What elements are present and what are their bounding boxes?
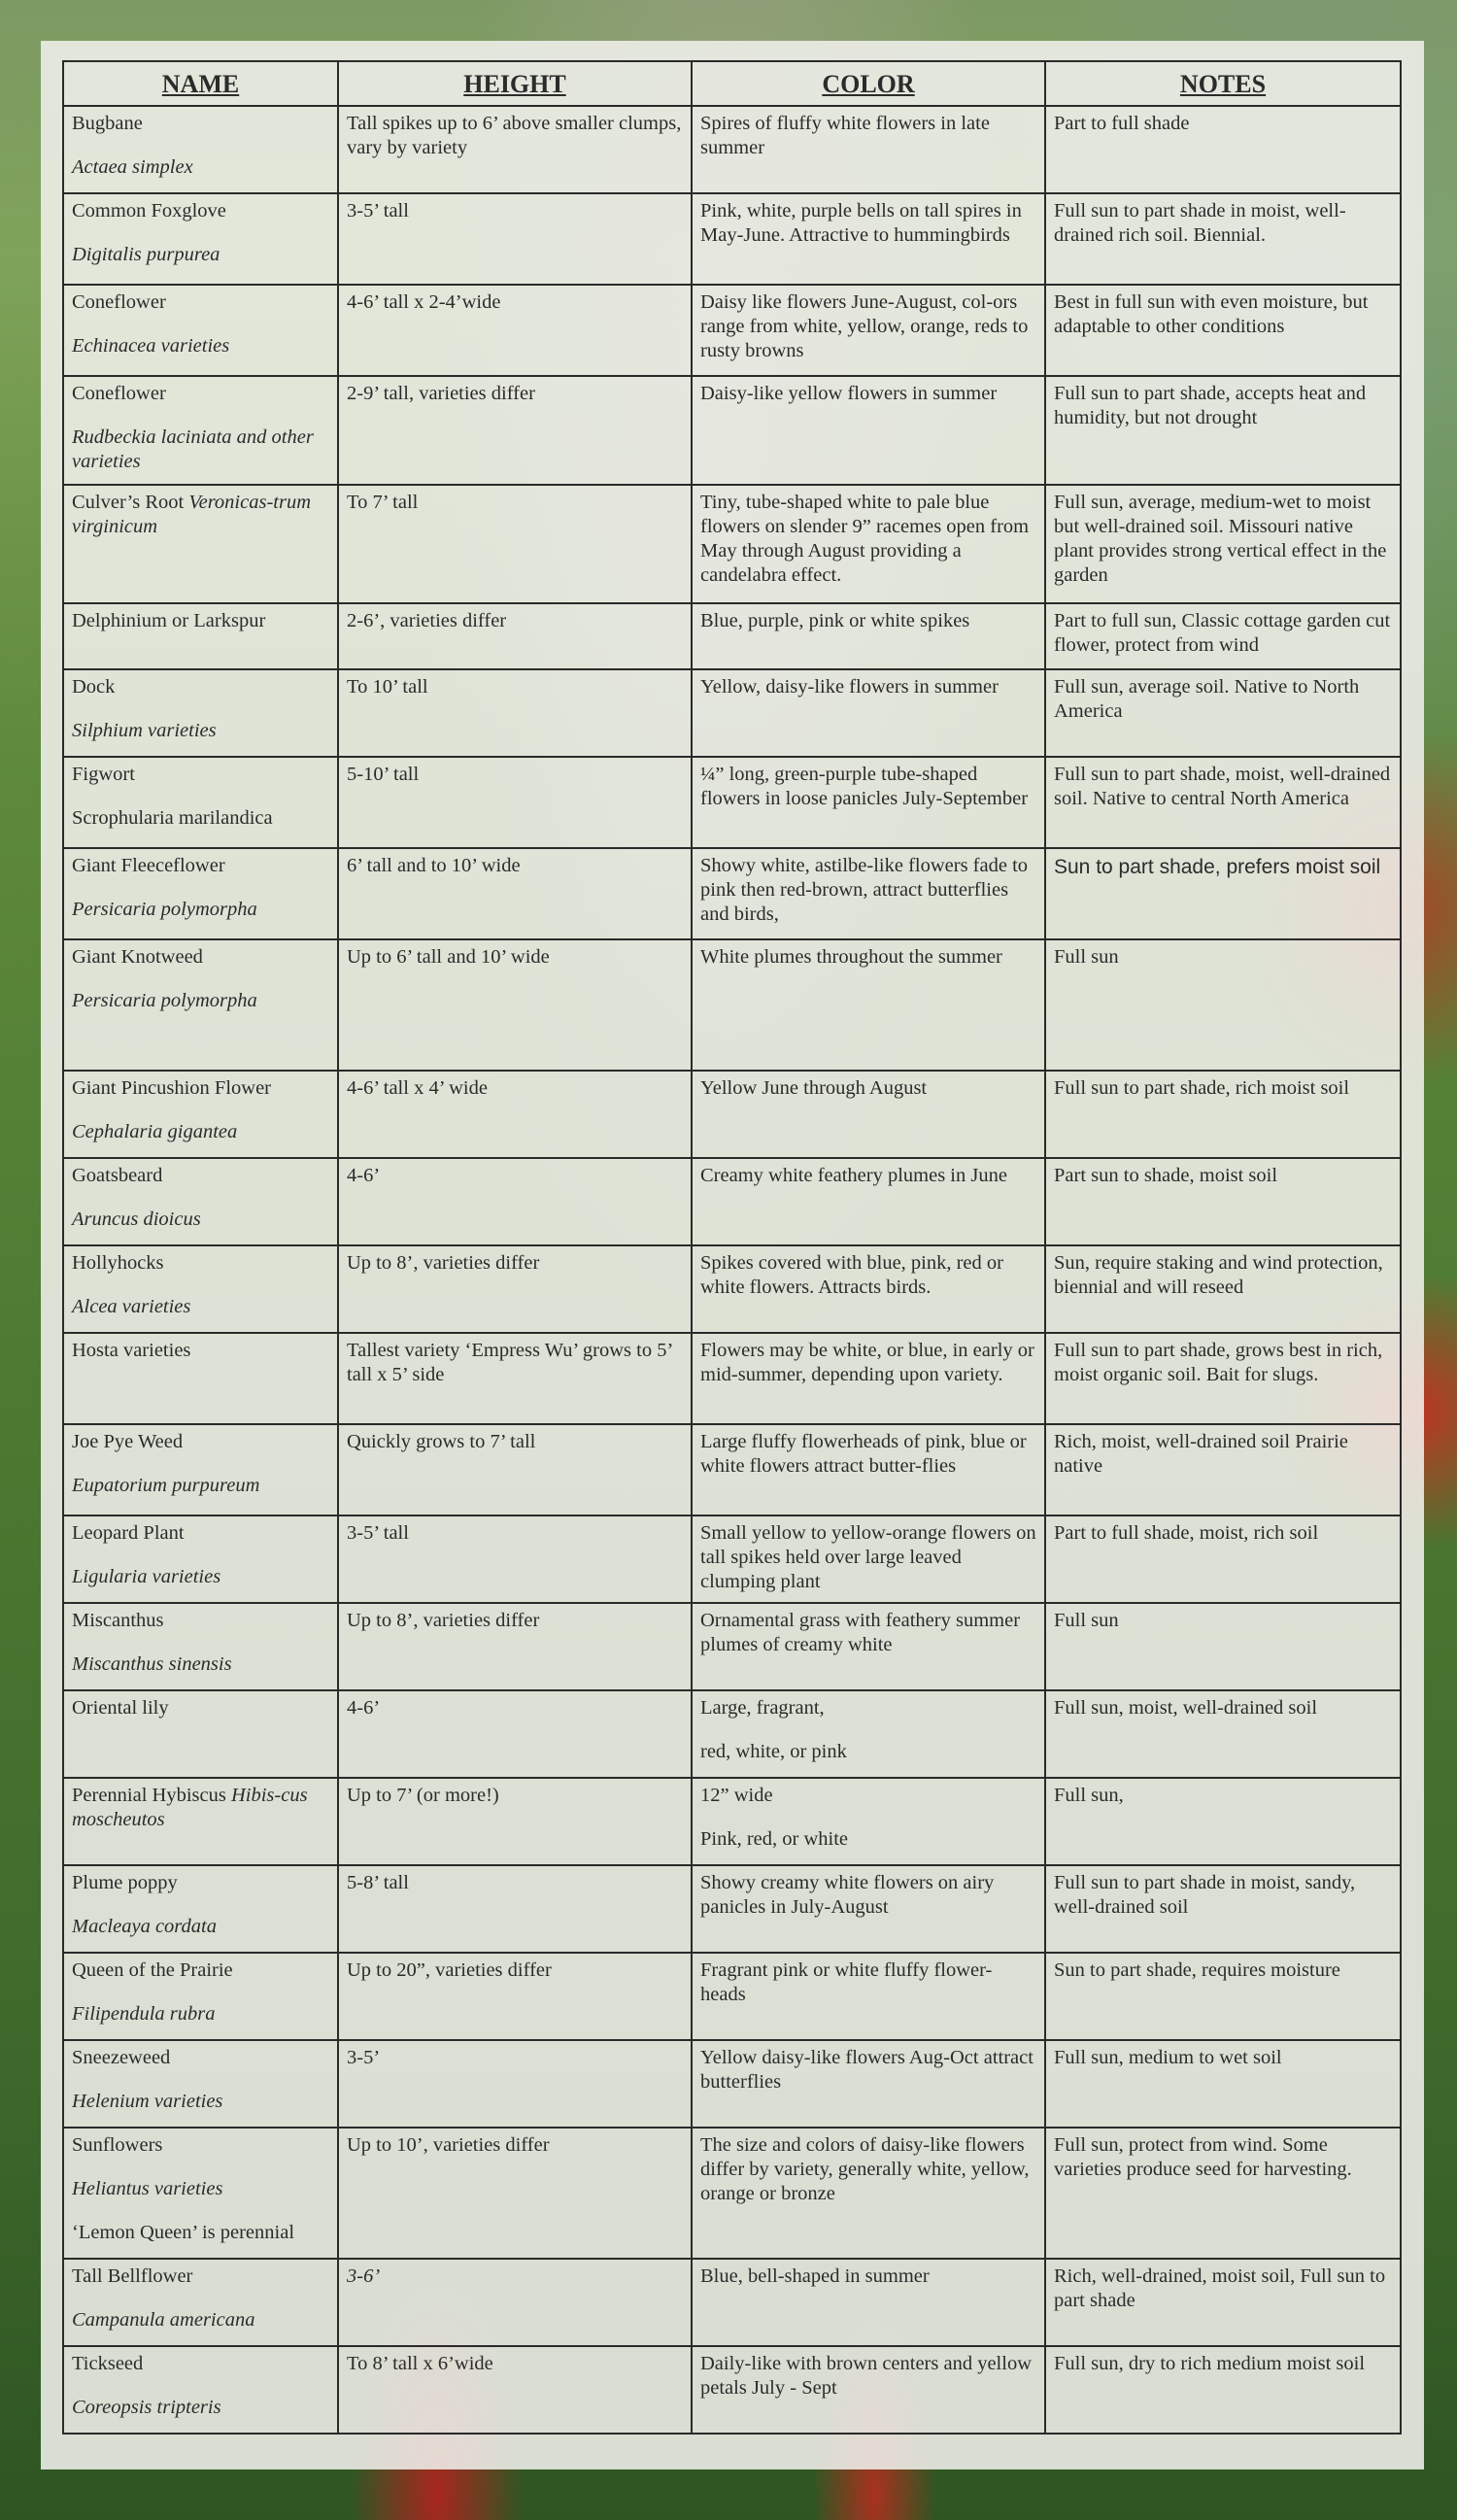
name-cell [63,848,338,939]
name-cell [63,603,338,669]
name-cell [63,1424,338,1515]
height-cell: Tallest variety ‘Empress Wu’ grows to 5’ tall x 5’ side [338,1333,692,1424]
table-row [63,376,1401,485]
color-cell: Daily-like with brown centers and yellow petals July - Sept [692,2346,1045,2434]
name-cell [63,1690,338,1778]
color-cell: Yellow, daisy-like flowers in summer [692,669,1045,757]
plant-name: Giant Pincushion Flower [72,1077,271,1099]
table-row [63,2346,1401,2434]
height-cell: 5-8’ tall [338,1865,692,1953]
botanical-name: Digitalis purpurea [72,244,220,265]
plant-name: Delphinium or Larkspur [72,610,266,631]
plant-name: Giant Knotweed [72,946,203,968]
table-row [63,939,1401,1071]
height-cell: 2-9’ tall, varieties differ [338,376,692,485]
name-cell [63,1515,338,1603]
plant-name: Common Foxglove [72,200,226,221]
height-cell: Up to 6’ tall and 10’ wide [338,939,692,1071]
table-row [63,848,1401,939]
name-cell [63,669,338,757]
plant-name: Hollyhocks [72,1252,164,1274]
table-row [63,1158,1401,1245]
botanical-name: Persicaria polymorpha [72,899,257,920]
table-row [63,2040,1401,2128]
plant-name: Giant Fleeceflower [72,855,225,876]
color-line: red, white, or pink [700,1741,847,1762]
name-cell [63,193,338,285]
height-cell: 3-6’ [338,2259,692,2346]
plant-name: Plume poppy [72,1872,178,1893]
color-cell: Yellow June through August [692,1071,1045,1158]
height-cell: To 8’ tall x 6’wide [338,2346,692,2434]
plant-table [62,60,1402,2435]
height-cell: Up to 8’, varieties differ [338,1603,692,1690]
name-cell [63,1071,338,1158]
name-cell [63,1953,338,2040]
notes-cell: Full sun [1045,1603,1401,1690]
header-row [63,61,1401,106]
notes-cell: Part sun to shade, moist soil [1045,1158,1401,1245]
name-cell [63,2128,338,2259]
notes-cell: Sun to part shade, requires moisture [1045,1953,1401,2040]
color-cell: Fragrant pink or white fluffy flower-heads [692,1953,1045,2040]
notes-cell: Full sun [1045,939,1401,1071]
botanical-name: Echinacea varieties [72,335,230,357]
name-cell [63,1245,338,1333]
color-cell: Yellow daisy-like flowers Aug-Oct attract butterflies [692,2040,1045,2128]
notes-cell: Rich, well-drained, moist soil, Full sun to part shade [1045,2259,1401,2346]
name-cell [63,1865,338,1953]
botanical-name: Heliantus varieties [72,2178,223,2199]
name-cell [63,2040,338,2128]
plant-name: Sunflowers [72,2134,163,2156]
name-cell [63,485,338,603]
color-cell [692,1778,1045,1865]
header-name: NAME [63,61,338,106]
header-notes: NOTES [1045,61,1401,106]
height-cell: Quickly grows to 7’ tall [338,1424,692,1515]
color-cell: ¼” long, green-purple tube-shaped flowers in loose panicles July-September [692,757,1045,848]
notes-cell: Full sun to part shade, rich moist soil [1045,1071,1401,1158]
notes-cell: Full sun, average soil. Native to North America [1045,669,1401,757]
botanical-name: Silphium varieties [72,720,217,741]
plant-name: Goatsbeard [72,1165,163,1186]
table-row [63,1603,1401,1690]
color-cell: Ornamental grass with feathery summer plumes of creamy white [692,1603,1045,1690]
botanical-name: Coreopsis tripteris [72,2397,221,2418]
plant-name: Miscanthus [72,1610,164,1631]
notes-cell: Full sun to part shade, grows best in rich, moist organic soil. Bait for slugs. [1045,1333,1401,1424]
botanical-name: Macleaya cordata [72,1916,217,1937]
notes-cell: Sun, require staking and wind protection, biennial and will reseed [1045,1245,1401,1333]
color-cell: Spikes covered with blue, pink, red or white flowers. Attracts birds. [692,1245,1045,1333]
botanical-name: Eupatorium purpureum [72,1475,260,1496]
height-cell: 2-6’, varieties differ [338,603,692,669]
height-cell: 4-6’ tall x 4’ wide [338,1071,692,1158]
height-cell: 4-6’ tall x 2-4’wide [338,285,692,376]
botanical-name: Hibis-cus moscheutos [72,1785,308,1830]
height-cell: To 10’ tall [338,669,692,757]
color-cell: Daisy like flowers June-August, col-ors range from white, yellow, orange, reds to rusty browns [692,285,1045,376]
plant-name: Tall Bellflower [72,2265,193,2287]
table-row [63,1515,1401,1603]
notes-cell: Full sun to part shade, accepts heat and humidity, but not drought [1045,376,1401,485]
height-cell: 5-10’ tall [338,757,692,848]
table-row [63,1424,1401,1515]
notes-cell: Full sun, medium to wet soil [1045,2040,1401,2128]
plant-name: Bugbane [72,113,143,134]
table-row [63,1071,1401,1158]
table-row [63,669,1401,757]
height-cell: 4-6’ [338,1690,692,1778]
plant-name: Hosta varieties [72,1340,191,1361]
table-row [63,193,1401,285]
height-cell: Up to 7’ (or more!) [338,1778,692,1865]
notes-cell: Full sun, average, medium-wet to moist but well-drained soil. Missouri native plant provides strong vertical effect in the garden [1045,485,1401,603]
notes-cell: Full sun, dry to rich medium moist soil [1045,2346,1401,2434]
height-cell: To 7’ tall [338,485,692,603]
color-cell: Showy white, astilbe-like flowers fade to pink then red-brown, attract butterflies and birds, [692,848,1045,939]
botanical-name: Cephalaria gigantea [72,1121,238,1142]
botanical-name: Actaea simplex [72,156,193,178]
plant-name: Coneflower [72,291,166,313]
name-cell [63,757,338,848]
table-row [63,1245,1401,1333]
height-cell: 3-5’ [338,2040,692,2128]
table-row [63,1690,1401,1778]
variety-note: ‘Lemon Queen’ is perennial [72,2222,295,2243]
table-row [63,757,1401,848]
color-cell: Creamy white feathery plumes in June [692,1158,1045,1245]
table-row [63,106,1401,193]
color-line: 12” wide [700,1785,773,1806]
height-cell: 3-5’ tall [338,1515,692,1603]
height-cell: Up to 10’, varieties differ [338,2128,692,2259]
plant-name: Queen of the Prairie [72,1959,233,1981]
table-row [63,1333,1401,1424]
color-line: Pink, red, or white [700,1828,849,1850]
color-cell [692,1690,1045,1778]
color-cell: Blue, purple, pink or white spikes [692,603,1045,669]
plant-name: Perennial Hybiscus [72,1785,226,1806]
plant-name: Joe Pye Weed [72,1431,184,1452]
notes-cell: Full sun, protect from wind. Some varieties produce seed for harvesting. [1045,2128,1401,2259]
height-cell: Tall spikes up to 6’ above smaller clumps, vary by variety [338,106,692,193]
botanical-name: Filipendula rubra [72,2003,216,2025]
color-cell: Blue, bell-shaped in summer [692,2259,1045,2346]
notes-cell: Part to full shade [1045,106,1401,193]
botanical-name: Campanula americana [72,2309,255,2331]
botanical-name: Miscanthus sinensis [72,1653,232,1675]
plant-name: Figwort [72,764,135,785]
name-cell [63,1158,338,1245]
height-cell: Up to 8’, varieties differ [338,1245,692,1333]
table-row [63,485,1401,603]
table-row [63,1778,1401,1865]
color-cell: Daisy-like yellow flowers in summer [692,376,1045,485]
color-cell: Small yellow to yellow-orange flowers on tall spikes held over large leaved clumping plant [692,1515,1045,1603]
plant-name: Coneflower [72,383,166,404]
plant-name: Tickseed [72,2353,144,2374]
notes-cell: Best in full sun with even moisture, but adaptable to other conditions [1045,285,1401,376]
name-cell [63,285,338,376]
color-cell: White plumes throughout the summer [692,939,1045,1071]
plant-name: Dock [72,676,116,698]
plant-name: Culver’s Root [72,492,185,513]
color-cell: Showy creamy white flowers on airy panicles in July-August [692,1865,1045,1953]
botanical-name: Aruncus dioicus [72,1209,201,1230]
notes-cell: Full sun to part shade in moist, well-drained rich soil. Biennial. [1045,193,1401,285]
name-cell [63,106,338,193]
color-cell: Tiny, tube-shaped white to pale blue flowers on slender 9” racemes open from May through August providing a candelabra effect. [692,485,1045,603]
name-cell [63,376,338,485]
color-line: Large, fragrant, [700,1697,825,1719]
table-row [63,2259,1401,2346]
table-row [63,1865,1401,1953]
name-cell [63,1778,338,1865]
table-row [63,2128,1401,2259]
notes-cell: Full sun to part shade, moist, well-drained soil. Native to central North America [1045,757,1401,848]
color-cell: Large fluffy flowerheads of pink, blue or white flowers attract butter-flies [692,1424,1045,1515]
notes-cell: Full sun, moist, well-drained soil [1045,1690,1401,1778]
color-cell: Spires of fluffy white flowers in late summer [692,106,1045,193]
height-cell: 6’ tall and to 10’ wide [338,848,692,939]
height-cell: 4-6’ [338,1158,692,1245]
botanical-name: Rudbeckia laciniata and other varieties [72,426,314,472]
notes-cell: Rich, moist, well-drained soil Prairie native [1045,1424,1401,1515]
plant-name: Oriental lily [72,1697,169,1719]
header-color: COLOR [692,61,1045,106]
header-height: HEIGHT [338,61,692,106]
notes-cell: Part to full sun, Classic cottage garden cut flower, protect from wind [1045,603,1401,669]
color-cell: Pink, white, purple bells on tall spires in May-June. Attractive to hummingbirds [692,193,1045,285]
notes-cell: Sun to part shade, prefers moist soil [1045,848,1401,939]
name-cell [63,1603,338,1690]
name-cell [63,2346,338,2434]
name-cell [63,1333,338,1424]
table-row [63,285,1401,376]
botanical-name: Veronicas-trum virginicum [72,492,312,537]
height-cell: Up to 20”, varieties differ [338,1953,692,2040]
notes-cell: Full sun, [1045,1778,1401,1865]
botanical-name: Scrophularia marilandica [72,807,273,829]
plant-name: Sneezeweed [72,2047,171,2068]
table-row [63,603,1401,669]
name-cell [63,939,338,1071]
botanical-name: Alcea varieties [72,1296,191,1317]
height-cell: 3-5’ tall [338,193,692,285]
notes-cell: Full sun to part shade in moist, sandy, well-drained soil [1045,1865,1401,1953]
notes-cell: Part to full shade, moist, rich soil [1045,1515,1401,1603]
botanical-name: Helenium varieties [72,2091,223,2112]
plant-name: Leopard Plant [72,1522,185,1544]
color-cell: The size and colors of daisy-like flowers differ by variety, generally white, yellow, orange or bronze [692,2128,1045,2259]
color-cell: Flowers may be white, or blue, in early or mid-summer, depending upon variety. [692,1333,1045,1424]
botanical-name: Persicaria polymorpha [72,990,257,1011]
table-row [63,1953,1401,2040]
botanical-name: Ligularia varieties [72,1566,221,1587]
name-cell [63,2259,338,2346]
